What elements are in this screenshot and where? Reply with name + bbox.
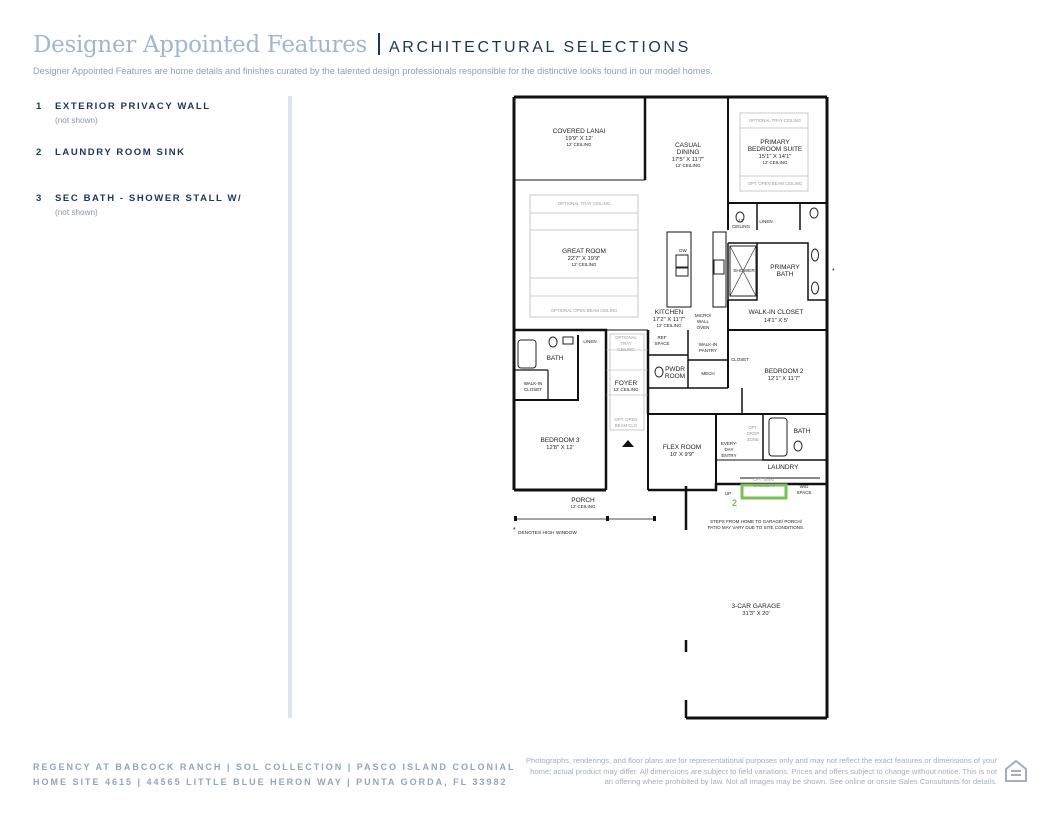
page-header	[33, 32, 691, 58]
equal-housing-icon	[1003, 758, 1029, 784]
room-closet: CLOSET	[730, 357, 750, 362]
room-dims: 14'1" X 5'	[763, 318, 789, 324]
room-shower: SHOWER	[733, 269, 755, 274]
entry-arrow	[622, 440, 634, 447]
room-covered-lanai: COVERED LANAI	[552, 128, 606, 135]
intro-text: Designer Appointed Features are home details and finishes curated by the talented design professionals responsible for the distinctive looks found in our model homes.	[33, 66, 713, 76]
opt-tray-label: OPTIONAL TRAY CEILING	[557, 201, 611, 206]
ref-label: SPACE	[654, 341, 670, 346]
room-dims: 17'2" X 11'7"	[652, 317, 686, 323]
room-name: BEDROOM SUITE	[747, 146, 803, 153]
dishwasher-label: DW	[679, 248, 687, 253]
opt-tray-label: TRAY	[620, 341, 632, 346]
room-ceiling: 12' CEILING	[656, 323, 682, 328]
room-ceiling: 12' CEILING	[613, 387, 639, 392]
footer-line-1: REGENCY AT BABCOCK RANCH | SOL COLLECTION | PASCO ISLAND COLONIAL	[33, 762, 516, 772]
ceiling-note: 12'	[738, 218, 744, 223]
room-walkin-closet: WALK-IN CLOSET	[748, 309, 804, 316]
opt-sink-label: CABINETS	[753, 483, 775, 488]
column-divider	[288, 96, 292, 718]
footer-address	[33, 760, 516, 790]
footer-disclaimer: Photographs, renderings, and floor plans are for representational purposes only and may not reflect the exact features or dimensions of your home; actual product may differ. All dimensions are subject to field variations. Prices and offers subject to change without notice. This is not an offering where prohibited by law. Not all images may be shown. See online or onsite Sales Consultants for details.	[525, 756, 997, 786]
high-window-star: *	[832, 268, 835, 275]
room-laundry: LAUNDRY	[767, 464, 799, 471]
room-foyer: FOYER	[614, 380, 638, 387]
room-ceiling: 12' CEILING	[762, 160, 788, 165]
entry-label: EVERY-	[720, 441, 738, 446]
title-divider	[378, 33, 380, 55]
feature-number: 1	[36, 101, 42, 112]
opt-beam-label: OPT. OPEN	[614, 417, 638, 422]
wd-label: SPACE	[796, 490, 812, 495]
page-subtitle: ARCHITECTURAL SELECTIONS	[389, 39, 691, 56]
ceiling-note: CEILING	[731, 224, 751, 229]
room-dims: 10' X 9'9"	[669, 452, 695, 458]
feature-label: EXTERIOR PRIVACY WALL	[55, 101, 211, 112]
feature-label: LAUNDRY ROOM SINK	[55, 147, 186, 158]
feature-marker-2: 2	[732, 498, 738, 508]
room-porch: PORCH	[571, 497, 595, 504]
room-dims: 17'5" X 11'7"	[671, 157, 705, 163]
room-ceiling: 12' CEILING	[571, 262, 597, 267]
feature-number: 3	[36, 193, 42, 204]
opt-tray-label: OPTIONAL TRAY CEILING	[748, 118, 802, 123]
micro-label: MICRO/	[694, 313, 712, 318]
room-dims: 19'9" X 12'	[565, 136, 593, 142]
room-bedroom-3: BEDROOM 3	[540, 437, 580, 444]
room-great-room: GREAT ROOM	[562, 248, 606, 255]
steps-note: STEPS FROM HOME TO GARAGE/ PORCH/	[710, 519, 802, 524]
room-dims: 31'3" X 20'	[742, 611, 770, 617]
micro-label: WALL	[696, 319, 710, 324]
room-dims: 12'1" X 11'7"	[767, 376, 801, 382]
room-powder: PWDR	[665, 366, 685, 373]
high-window-note: DENOTES HIGH WINDOW	[518, 531, 577, 536]
high-window-star: *	[513, 527, 516, 534]
room-mech: MECH	[701, 371, 715, 376]
opt-tray-label: OPTIONAL	[615, 335, 637, 340]
room-flex: FLEX ROOM	[662, 444, 702, 451]
stairs-up-label: UP	[724, 491, 732, 496]
opt-beam-label: OPT. OPEN BEAM CEILING	[747, 181, 803, 186]
wd-label: W/D	[799, 484, 809, 489]
feature-number: 2	[36, 147, 42, 158]
feature-label: SEC BATH - SHOWER STALL W/	[55, 193, 243, 204]
room-ceiling: 12' CEILING	[566, 142, 592, 147]
room-primary-suite: PRIMARY	[760, 139, 790, 146]
page-title: Designer Appointed Features	[33, 32, 368, 58]
walkin-closet-label: WALK-IN	[523, 381, 543, 386]
room-ceiling: 12' CEILING	[570, 504, 596, 509]
opt-drop-label: ZONE	[747, 437, 759, 442]
feature-note: (not shown)	[55, 116, 98, 125]
room-name: ROOM	[664, 373, 686, 380]
steps-note: PATIO MAY VARY DUE TO SITE CONDITIONS.	[707, 525, 805, 530]
room-ceiling: 12' CEILING	[675, 163, 701, 168]
room-casual-dining: CASUAL	[674, 142, 702, 149]
room-bath: BATH	[546, 355, 564, 362]
opt-beam-label: BEAM CLG	[614, 423, 638, 428]
opt-beam-label: OPTIONAL OPEN BEAM CEILING	[550, 308, 618, 313]
ref-label: REF	[657, 335, 667, 340]
room-bath: BATH	[793, 428, 811, 435]
walkin-closet-label: CLOSET	[523, 387, 543, 392]
pantry-label: WALK-IN	[698, 342, 718, 347]
room-dims: 22'7" X 19'9"	[567, 256, 601, 262]
room-dims: 12'8" X 12'	[546, 445, 574, 451]
room-linen: LINEN	[583, 339, 597, 344]
opt-drop-label: OPT.	[748, 425, 758, 430]
room-bedroom-2: BEDROOM 2	[764, 368, 804, 375]
room-name: BATH	[776, 271, 794, 278]
feature-note: (not shown)	[55, 208, 98, 217]
entry-label: ENTRY	[721, 453, 737, 458]
room-linen: LINEN	[759, 219, 773, 224]
room-name: DINING	[676, 149, 700, 156]
floor-plan	[505, 92, 835, 722]
room-garage: 3-CAR GARAGE	[731, 603, 781, 610]
room-kitchen: KITCHEN	[654, 309, 684, 316]
opt-sink-label: OPT SINK/	[753, 477, 775, 482]
room-primary-bath: PRIMARY	[770, 264, 800, 271]
opt-tray-label: CEILING	[617, 347, 635, 352]
micro-label: OVEN	[696, 325, 710, 330]
footer-line-2: HOME SITE 4615 | 44565 LITTLE BLUE HERON WAY | PUNTA GORDA, FL 33982	[33, 777, 508, 787]
entry-label: DAY	[724, 447, 734, 452]
room-dims: 15'1" X 14'1"	[758, 154, 792, 160]
opt-drop-label: DROP	[746, 431, 760, 436]
pantry-label: PANTRY	[699, 348, 717, 353]
